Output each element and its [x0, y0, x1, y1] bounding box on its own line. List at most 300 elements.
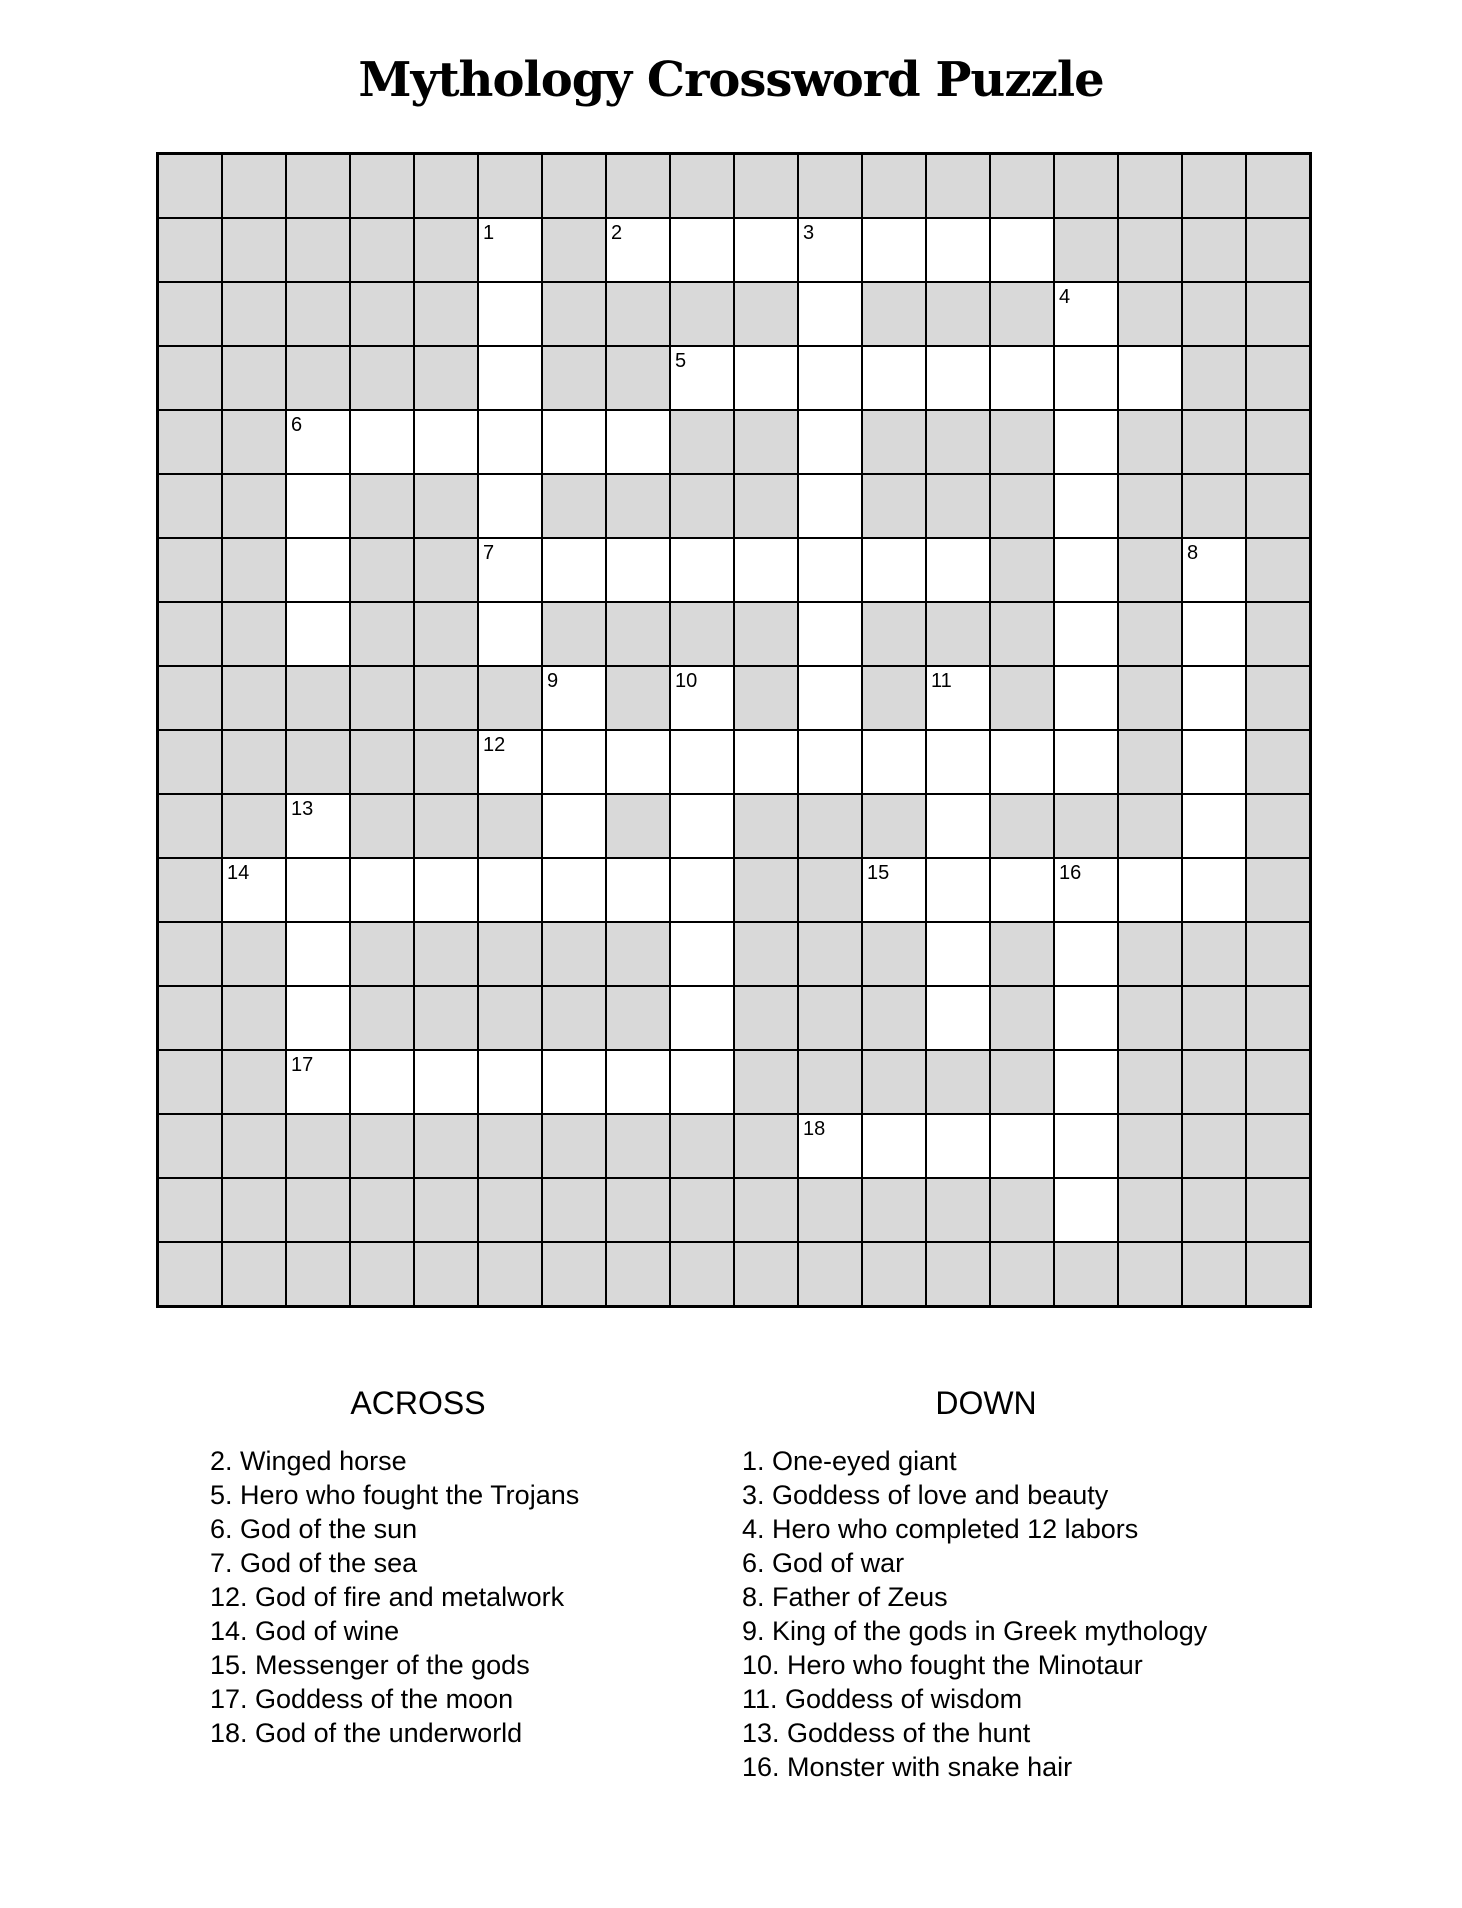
crossword-cell[interactable] — [478, 218, 542, 282]
blocked-cell — [734, 1050, 798, 1114]
blocked-cell — [542, 1242, 606, 1306]
blocked-cell — [414, 218, 478, 282]
blocked-cell — [350, 474, 414, 538]
blocked-cell — [862, 666, 926, 730]
blocked-cell — [414, 986, 478, 1050]
clue-number: 3 — [803, 222, 815, 244]
blocked-cell — [1246, 218, 1310, 282]
blocked-cell — [1118, 1114, 1182, 1178]
blocked-cell — [1182, 1114, 1246, 1178]
blocked-cell — [478, 1242, 542, 1306]
crossword-cell[interactable] — [1054, 1114, 1118, 1178]
blocked-cell — [670, 1242, 734, 1306]
crossword-cell[interactable] — [990, 1114, 1054, 1178]
blocked-cell — [1246, 1178, 1310, 1242]
crossword-cell[interactable] — [1054, 666, 1118, 730]
crossword-cell[interactable] — [1054, 1178, 1118, 1242]
crossword-cell[interactable] — [606, 858, 670, 922]
blocked-cell — [414, 794, 478, 858]
crossword-cell[interactable] — [798, 730, 862, 794]
clue-number: 14 — [227, 862, 250, 884]
blocked-cell — [158, 666, 222, 730]
blocked-cell — [734, 986, 798, 1050]
crossword-cell[interactable] — [478, 730, 542, 794]
blocked-cell — [414, 474, 478, 538]
blocked-cell — [1182, 986, 1246, 1050]
blocked-cell — [1246, 858, 1310, 922]
blocked-cell — [1118, 986, 1182, 1050]
blocked-cell — [798, 1242, 862, 1306]
crossword-cell[interactable] — [734, 538, 798, 602]
crossword-cell[interactable] — [798, 410, 862, 474]
blocked-cell — [862, 410, 926, 474]
blocked-cell — [478, 922, 542, 986]
blocked-cell — [1118, 602, 1182, 666]
blocked-cell — [350, 538, 414, 602]
crossword-cell[interactable] — [1118, 858, 1182, 922]
blocked-cell — [862, 1178, 926, 1242]
blocked-cell — [1246, 602, 1310, 666]
blocked-cell — [158, 474, 222, 538]
crossword-cell[interactable] — [798, 474, 862, 538]
clue-item: 14. God of wine — [210, 1616, 400, 1646]
crossword-cell[interactable] — [1182, 794, 1246, 858]
crossword-cell[interactable] — [926, 794, 990, 858]
crossword-cell[interactable] — [414, 858, 478, 922]
blocked-cell — [1054, 154, 1118, 218]
blocked-cell — [222, 154, 286, 218]
blocked-cell — [158, 154, 222, 218]
crossword-cell[interactable] — [542, 794, 606, 858]
blocked-cell — [1246, 410, 1310, 474]
blocked-cell — [542, 1178, 606, 1242]
blocked-cell — [478, 986, 542, 1050]
crossword-cell[interactable] — [414, 1050, 478, 1114]
across-clues — [210, 1385, 650, 1750]
crossword-cell[interactable] — [1054, 602, 1118, 666]
down-heading: DOWN — [935, 1385, 1037, 1421]
crossword-cell[interactable] — [222, 858, 286, 922]
crossword-cell[interactable] — [862, 1114, 926, 1178]
clue-item: 5. Hero who fought the Trojans — [210, 1480, 580, 1510]
blocked-cell — [542, 282, 606, 346]
crossword-cell[interactable] — [286, 986, 350, 1050]
crossword-cell[interactable] — [1118, 346, 1182, 410]
blocked-cell — [1246, 794, 1310, 858]
blocked-cell — [222, 602, 286, 666]
blocked-cell — [158, 922, 222, 986]
blocked-cell — [350, 282, 414, 346]
blocked-cell — [606, 282, 670, 346]
crossword-cell[interactable] — [606, 1050, 670, 1114]
blocked-cell — [286, 1178, 350, 1242]
blocked-cell — [990, 794, 1054, 858]
blocked-cell — [1054, 794, 1118, 858]
blocked-cell — [286, 282, 350, 346]
blocked-cell — [286, 218, 350, 282]
blocked-cell — [222, 1242, 286, 1306]
blocked-cell — [158, 1178, 222, 1242]
blocked-cell — [798, 1178, 862, 1242]
blocked-cell — [798, 986, 862, 1050]
crossword-cell[interactable] — [798, 666, 862, 730]
crossword-cell[interactable] — [1054, 986, 1118, 1050]
blocked-cell — [798, 154, 862, 218]
blocked-cell — [670, 602, 734, 666]
blocked-cell — [606, 666, 670, 730]
blocked-cell — [734, 474, 798, 538]
crossword-cell[interactable] — [542, 410, 606, 474]
crossword-cell[interactable] — [1054, 922, 1118, 986]
blocked-cell — [1054, 218, 1118, 282]
blocked-cell — [862, 1050, 926, 1114]
blocked-cell — [1118, 218, 1182, 282]
blocked-cell — [286, 154, 350, 218]
clue-number: 16 — [1059, 862, 1082, 884]
blocked-cell — [734, 666, 798, 730]
blocked-cell — [414, 1178, 478, 1242]
blocked-cell — [286, 346, 350, 410]
crossword-cell[interactable] — [862, 218, 926, 282]
blocked-cell — [350, 666, 414, 730]
crossword-cell[interactable] — [798, 602, 862, 666]
blocked-cell — [542, 986, 606, 1050]
blocked-cell — [222, 1114, 286, 1178]
blocked-cell — [990, 154, 1054, 218]
blocked-cell — [734, 602, 798, 666]
blocked-cell — [990, 986, 1054, 1050]
blocked-cell — [606, 602, 670, 666]
blocked-cell — [350, 1178, 414, 1242]
crossword-cell[interactable] — [926, 666, 990, 730]
crossword-cell[interactable] — [478, 474, 542, 538]
crossword-cell[interactable] — [862, 346, 926, 410]
crossword-cell[interactable] — [862, 858, 926, 922]
crossword-cell[interactable] — [1054, 730, 1118, 794]
crossword-cell[interactable] — [990, 346, 1054, 410]
blocked-cell — [670, 282, 734, 346]
crossword-cell[interactable] — [926, 858, 990, 922]
crossword-cell[interactable] — [542, 666, 606, 730]
crossword-cell[interactable] — [670, 666, 734, 730]
blocked-cell — [1118, 1050, 1182, 1114]
blocked-cell — [414, 154, 478, 218]
crossword-cell[interactable] — [1054, 474, 1118, 538]
blocked-cell — [670, 1178, 734, 1242]
blocked-cell — [222, 794, 286, 858]
crossword-cell[interactable] — [478, 602, 542, 666]
clue-number: 2 — [611, 222, 623, 244]
blocked-cell — [1182, 1178, 1246, 1242]
blocked-cell — [1182, 410, 1246, 474]
blocked-cell — [734, 1114, 798, 1178]
blocked-cell — [414, 538, 478, 602]
blocked-cell — [1182, 218, 1246, 282]
crossword-cell[interactable] — [606, 218, 670, 282]
crossword-cell[interactable] — [990, 218, 1054, 282]
crossword-cell[interactable] — [1054, 1050, 1118, 1114]
crossword-cell[interactable] — [670, 922, 734, 986]
crossword-cell[interactable] — [1054, 346, 1118, 410]
blocked-cell — [542, 346, 606, 410]
blocked-cell — [350, 602, 414, 666]
crossword-cell[interactable] — [542, 1050, 606, 1114]
clue-item: 7. God of the sea — [210, 1548, 418, 1578]
blocked-cell — [734, 154, 798, 218]
clue-number: 11 — [931, 670, 952, 692]
blocked-cell — [542, 922, 606, 986]
blocked-cell — [734, 282, 798, 346]
blocked-cell — [1118, 154, 1182, 218]
blocked-cell — [990, 666, 1054, 730]
crossword-cell[interactable] — [1054, 282, 1118, 346]
blocked-cell — [606, 346, 670, 410]
clue-number: 5 — [675, 350, 687, 372]
crossword-cell[interactable] — [286, 794, 350, 858]
crossword-cell[interactable] — [670, 346, 734, 410]
crossword-cell[interactable] — [734, 218, 798, 282]
blocked-cell — [862, 1242, 926, 1306]
blocked-cell — [862, 986, 926, 1050]
blocked-cell — [990, 282, 1054, 346]
blocked-cell — [798, 794, 862, 858]
clue-number: 8 — [1187, 542, 1199, 564]
blocked-cell — [734, 410, 798, 474]
crossword-grid — [156, 152, 1312, 1308]
crossword-cell[interactable] — [1054, 858, 1118, 922]
blocked-cell — [670, 154, 734, 218]
blocked-cell — [414, 1242, 478, 1306]
blocked-cell — [1246, 1114, 1310, 1178]
clue-item: 9. King of the gods in Greek mythology — [742, 1616, 1208, 1646]
crossword-cell[interactable] — [286, 474, 350, 538]
crossword-cell[interactable] — [606, 410, 670, 474]
blocked-cell — [670, 410, 734, 474]
blocked-cell — [478, 666, 542, 730]
blocked-cell — [990, 474, 1054, 538]
blocked-cell — [542, 154, 606, 218]
crossword-cell[interactable] — [606, 538, 670, 602]
blocked-cell — [606, 986, 670, 1050]
crossword-cell[interactable] — [286, 858, 350, 922]
blocked-cell — [1246, 1242, 1310, 1306]
crossword-cell[interactable] — [670, 1050, 734, 1114]
crossword-cell[interactable] — [1182, 602, 1246, 666]
crossword-cell[interactable] — [926, 218, 990, 282]
blocked-cell — [1118, 282, 1182, 346]
crossword-cell[interactable] — [798, 1114, 862, 1178]
crossword-cell[interactable] — [350, 858, 414, 922]
crossword-cell[interactable] — [670, 986, 734, 1050]
crossword-cell[interactable] — [798, 218, 862, 282]
crossword-cell[interactable] — [734, 730, 798, 794]
blocked-cell — [862, 474, 926, 538]
blocked-cell — [926, 602, 990, 666]
crossword-cell[interactable] — [862, 730, 926, 794]
blocked-cell — [414, 282, 478, 346]
crossword-cell[interactable] — [1182, 730, 1246, 794]
blocked-cell — [350, 794, 414, 858]
blocked-cell — [1246, 154, 1310, 218]
blocked-cell — [1246, 922, 1310, 986]
crossword-cell[interactable] — [542, 730, 606, 794]
clue-item: 1. One-eyed giant — [742, 1446, 957, 1476]
blocked-cell — [734, 1178, 798, 1242]
clue-number: 10 — [675, 670, 698, 692]
crossword-cell[interactable] — [478, 1050, 542, 1114]
crossword-cell[interactable] — [798, 346, 862, 410]
down-clues — [742, 1385, 1262, 1784]
blocked-cell — [222, 986, 286, 1050]
crossword-cell[interactable] — [1182, 858, 1246, 922]
crossword-cell[interactable] — [670, 730, 734, 794]
blocked-cell — [158, 730, 222, 794]
blocked-cell — [926, 154, 990, 218]
blocked-cell — [414, 666, 478, 730]
blocked-cell — [1182, 922, 1246, 986]
clue-number: 4 — [1059, 286, 1071, 308]
crossword-cell[interactable] — [734, 346, 798, 410]
page-title: Mythology Crossword Puzzle — [358, 52, 1104, 108]
blocked-cell — [222, 730, 286, 794]
blocked-cell — [286, 1242, 350, 1306]
blocked-cell — [542, 474, 606, 538]
crossword-cell[interactable] — [1182, 666, 1246, 730]
blocked-cell — [414, 346, 478, 410]
crossword-cell[interactable] — [286, 922, 350, 986]
crossword-cell[interactable] — [350, 410, 414, 474]
clue-item: 10. Hero who fought the Minotaur — [742, 1650, 1143, 1680]
blocked-cell — [222, 474, 286, 538]
clue-number: 12 — [483, 734, 506, 756]
blocked-cell — [222, 410, 286, 474]
blocked-cell — [350, 922, 414, 986]
blocked-cell — [1246, 538, 1310, 602]
clue-item: 8. Father of Zeus — [742, 1582, 948, 1612]
crossword-cell[interactable] — [542, 858, 606, 922]
crossword-cell[interactable] — [478, 282, 542, 346]
crossword-cell[interactable] — [798, 282, 862, 346]
crossword-cell[interactable] — [478, 410, 542, 474]
crossword-cell[interactable] — [350, 1050, 414, 1114]
crossword-cell[interactable] — [926, 922, 990, 986]
clue-number: 15 — [867, 862, 890, 884]
blocked-cell — [350, 154, 414, 218]
blocked-cell — [222, 922, 286, 986]
blocked-cell — [1118, 794, 1182, 858]
crossword-cell[interactable] — [1054, 538, 1118, 602]
crossword-cell[interactable] — [478, 538, 542, 602]
blocked-cell — [1246, 986, 1310, 1050]
blocked-cell — [670, 474, 734, 538]
blocked-cell — [734, 858, 798, 922]
crossword-cell[interactable] — [926, 730, 990, 794]
blocked-cell — [1118, 474, 1182, 538]
blocked-cell — [350, 1114, 414, 1178]
crossword-cell[interactable] — [926, 1114, 990, 1178]
clue-number: 6 — [291, 414, 303, 436]
blocked-cell — [1182, 1050, 1246, 1114]
blocked-cell — [1182, 282, 1246, 346]
crossword-cell[interactable] — [542, 538, 606, 602]
clue-number: 9 — [547, 670, 559, 692]
blocked-cell — [350, 986, 414, 1050]
crossword-cell[interactable] — [1182, 538, 1246, 602]
crossword-cell[interactable] — [670, 218, 734, 282]
blocked-cell — [1246, 666, 1310, 730]
crossword-cell[interactable] — [990, 858, 1054, 922]
blocked-cell — [1182, 346, 1246, 410]
crossword-cell[interactable] — [1054, 410, 1118, 474]
blocked-cell — [1118, 1178, 1182, 1242]
crossword-cell[interactable] — [286, 538, 350, 602]
down-clue-list — [742, 1444, 1262, 1784]
blocked-cell — [862, 154, 926, 218]
crossword-cell[interactable] — [926, 346, 990, 410]
blocked-cell — [286, 730, 350, 794]
blocked-cell — [222, 346, 286, 410]
crossword-cell[interactable] — [606, 730, 670, 794]
blocked-cell — [798, 1050, 862, 1114]
blocked-cell — [542, 218, 606, 282]
blocked-cell — [798, 922, 862, 986]
blocked-cell — [158, 794, 222, 858]
crossword-cell[interactable] — [990, 730, 1054, 794]
crossword-cell[interactable] — [286, 1050, 350, 1114]
blocked-cell — [798, 858, 862, 922]
crossword-cell[interactable] — [286, 602, 350, 666]
blocked-cell — [542, 602, 606, 666]
blocked-cell — [350, 730, 414, 794]
crossword-cell[interactable] — [478, 346, 542, 410]
blocked-cell — [158, 1242, 222, 1306]
blocked-cell — [478, 154, 542, 218]
crossword-cell[interactable] — [926, 986, 990, 1050]
blocked-cell — [1182, 154, 1246, 218]
blocked-cell — [478, 1178, 542, 1242]
blocked-cell — [414, 1114, 478, 1178]
crossword-cell[interactable] — [798, 538, 862, 602]
blocked-cell — [222, 666, 286, 730]
blocked-cell — [158, 410, 222, 474]
crossword-cell[interactable] — [670, 794, 734, 858]
crossword-cell[interactable] — [670, 858, 734, 922]
clue-item: 15. Messenger of the gods — [210, 1650, 530, 1680]
blocked-cell — [990, 538, 1054, 602]
blocked-cell — [606, 474, 670, 538]
blocked-cell — [1118, 666, 1182, 730]
blocked-cell — [1182, 1242, 1246, 1306]
crossword-cell[interactable] — [286, 410, 350, 474]
blocked-cell — [606, 794, 670, 858]
blocked-cell — [414, 602, 478, 666]
blocked-cell — [478, 794, 542, 858]
blocked-cell — [222, 1178, 286, 1242]
blocked-cell — [158, 602, 222, 666]
blocked-cell — [478, 1114, 542, 1178]
crossword-cell[interactable] — [414, 410, 478, 474]
crossword-cell[interactable] — [862, 538, 926, 602]
crossword-cell[interactable] — [670, 538, 734, 602]
crossword-cell[interactable] — [926, 538, 990, 602]
clue-number: 7 — [483, 542, 495, 564]
clue-item: 11. Goddess of wisdom — [742, 1684, 1023, 1714]
blocked-cell — [158, 986, 222, 1050]
blocked-cell — [414, 922, 478, 986]
crossword-cell[interactable] — [478, 858, 542, 922]
blocked-cell — [606, 154, 670, 218]
blocked-cell — [990, 602, 1054, 666]
